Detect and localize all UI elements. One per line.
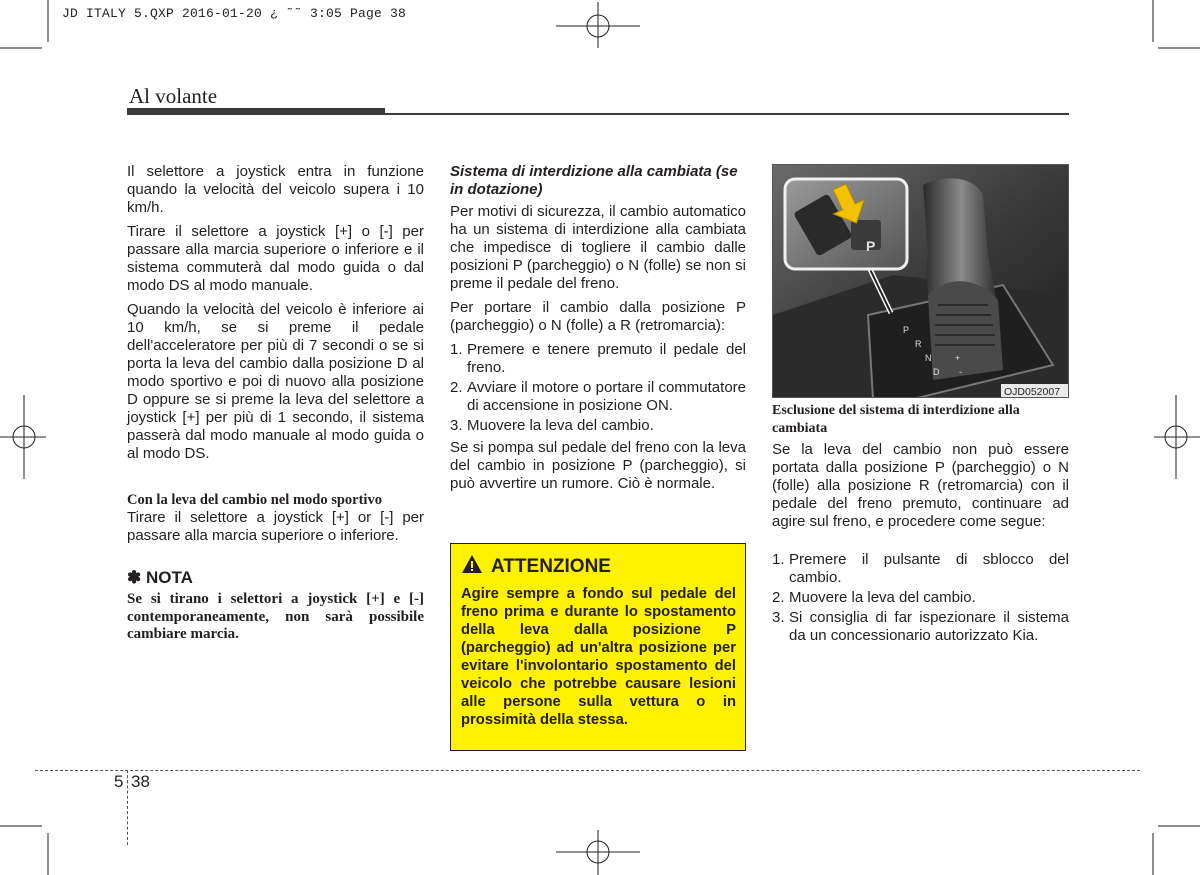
gear-label-P-large: P	[866, 238, 876, 254]
gear-label: N	[925, 353, 932, 363]
paragraph: Tirare il selettore a joystick [+] or [-] per passare alla marcia superiore o inferiore.	[127, 509, 424, 544]
paragraph: Il selettore a joystick entra in funzione quando la velocità del veicolo supera i 10 km/h.	[127, 163, 424, 216]
print-slug: JD ITALY 5.QXP 2016-01-20 ¿ ˜˜ 3:05 Page 38	[62, 6, 407, 21]
warning-header	[461, 554, 736, 580]
gear-label: P	[903, 325, 910, 335]
registration-mark-left	[0, 395, 46, 479]
warning-title: ATTENZIONE	[491, 556, 611, 577]
steps-list	[772, 551, 1069, 645]
warning-body: Agire sempre a fondo sul pedale del freno prima e durante lo spostamento della leva dalla posizione P (parcheggio) ad un'altra posizione per evitare l'involontario spostamento del veicolo che potrebbe causare lesioni alle persone sulla vettura o in prossimità della stessa.	[461, 586, 736, 728]
steps-list	[450, 341, 746, 435]
list-item: 3. Si consiglia di far ispezionare il sistema da un concessionario autorizzato Kia.	[772, 609, 1069, 644]
paragraph: Per portare il cambio dalla posizione P (parcheggio) o N (folle) a R (retromarcia):	[450, 299, 746, 334]
footer-divider	[35, 770, 1140, 771]
note-body: Se si tirano i selettori a joystick [+] e [-] contemporaneamente, non sarà possibile cambiare marcia.	[127, 591, 424, 642]
page-number: 38	[131, 772, 150, 791]
paragraph: Se si pompa sul pedale del freno con la leva del cambio in posizione P (parcheggio), si può avvertire un rumore. Ciò è normale.	[450, 439, 746, 492]
gear-shift-photo	[772, 164, 1069, 398]
warning-triangle-icon	[461, 554, 483, 580]
list-item: 2. Muovere la leva del cambio.	[772, 589, 976, 606]
middle-column	[450, 163, 746, 499]
footer-vertical-divider	[127, 770, 128, 845]
paragraph: Per motivi di sicurezza, il cambio automatico ha un sistema di interdizione alla cambiata che impedisce di togliere il cambio dalle posizioni P (parcheggio) o N (folle) se non si preme il pedale del freno.	[450, 203, 746, 292]
gear-label: -	[959, 367, 962, 377]
section-heading: Sistema di interdizione alla cambiata (se in dotazione)	[450, 163, 738, 198]
gear-label: +	[955, 353, 961, 363]
subheading: Con la leva del cambio nel modo sportivo	[127, 492, 382, 508]
list-item: 1. Premere e tenere premuto il pedale del freno.	[450, 341, 746, 376]
registration-mark-right	[1154, 395, 1200, 479]
figure-caption: Esclusione del sistema di interdizione alla cambiata	[772, 403, 1020, 436]
left-column	[127, 163, 424, 644]
section-number: 5	[114, 772, 124, 791]
title-rule-thick	[127, 108, 385, 115]
title-rule-thin	[385, 113, 1069, 115]
list-item: 1. Premere il pulsante di sblocco del cambio.	[772, 551, 1069, 586]
paragraph: Tirare il selettore a joystick [+] o [-] per passare alla marcia superiore o inferiore e il sistema commuterà dal modo guida o dal modo DS al modo manuale.	[127, 223, 424, 294]
registration-mark-bottom	[556, 830, 640, 875]
running-title: Al volante	[129, 84, 218, 108]
paragraph: Se la leva del cambio non può essere portata dalla posizione P (parcheggio) o N (folle) alla posizione R (retromarcia) con il pedale del freno premuto, continuare ad agire sul freno, e procedere come segue:	[772, 441, 1069, 530]
list-item: 2. Avviare il motore o portare il commutatore di accensione in posizione ON.	[450, 379, 746, 414]
note-title: ✽ NOTA	[127, 568, 193, 587]
registration-mark-top	[556, 2, 640, 48]
list-item: 3. Muovere la leva del cambio.	[450, 417, 654, 434]
image-code: OJD052007	[1004, 386, 1061, 398]
gear-label: R	[915, 339, 922, 349]
paragraph: Quando la velocità del veicolo è inferiore ai 10 km/h, se si preme il pedale dell'acceleratore per più di 7 secondi o se si porta la leva del cambio dalla posizione D al modo sportivo e poi di nuovo alla posizione D oppure se si preme la leva del selettore a joystick [+] per più di 1 secondo, il sistema passerà dal modo manuale al modo guida o al modo DS.	[127, 301, 424, 462]
warning-box	[450, 543, 746, 751]
right-column	[772, 402, 1069, 649]
gear-label: D	[933, 367, 940, 377]
